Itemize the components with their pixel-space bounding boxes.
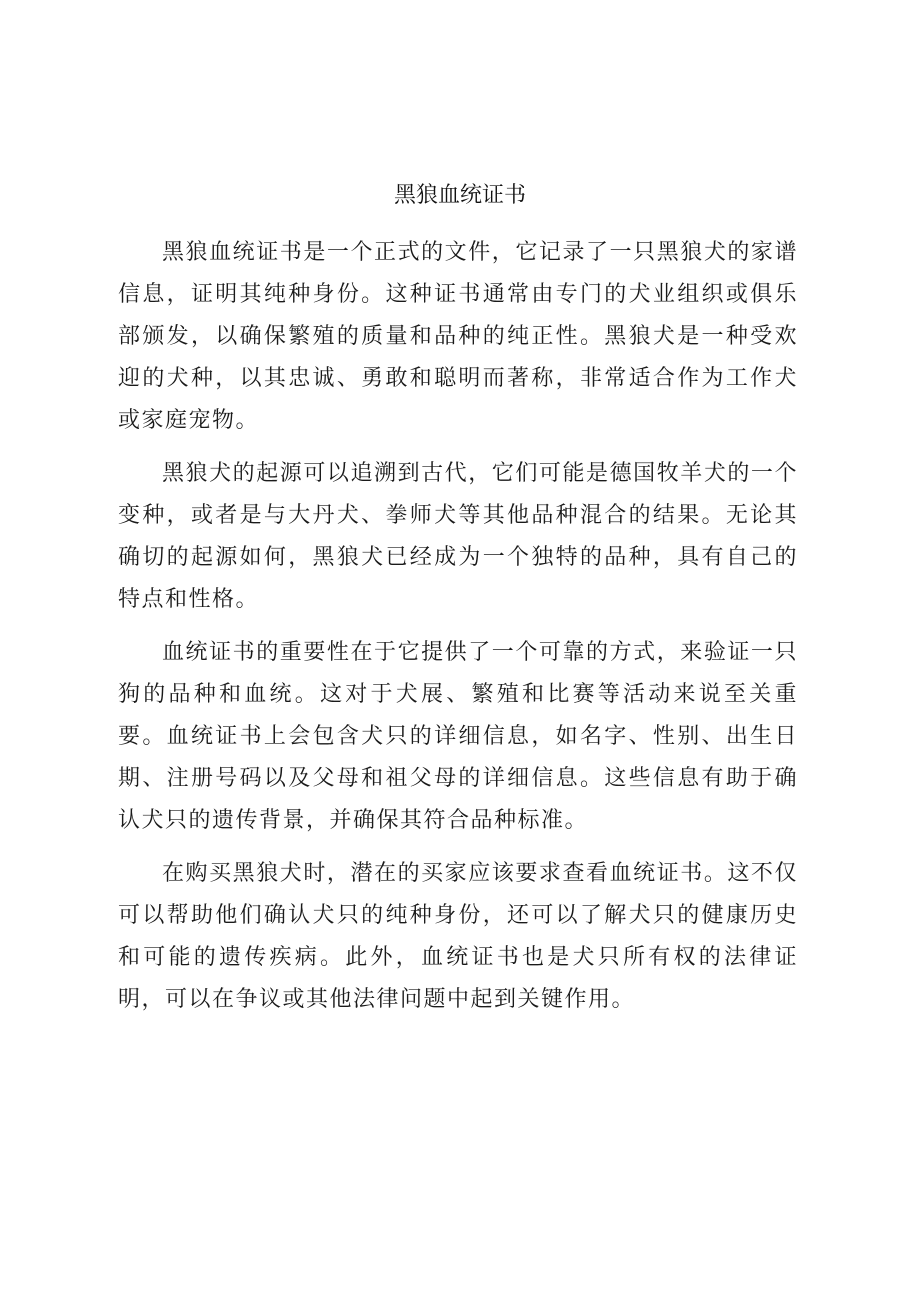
paragraph-3: 血统证书的重要性在于它提供了一个可靠的方式，来验证一只狗的品种和血统。这对于犬展、繁殖和比赛等活动来说至关重要。血统证书上会包含犬只的详细信息，如名字、性别、出生日期、注册号码以及父母和祖父母的详细信息。这些信息有助于确认犬只的遗传背景，并确保其符合品种标准。: [118, 640, 798, 833]
paragraph-1: 黑狼血统证书是一个正式的文件，它记录了一只黑狼犬的家谱信息，证明其纯种身份。这种证书通常由专门的犬业组织或俱乐部颁发，以确保繁殖的质量和品种的纯正性。黑狼犬是一种受欢迎的犬种，以其忠诚、勇敢和聪明而著称，非常适合作为工作犬或家庭宠物。: [118, 240, 798, 433]
document-body: [118, 232, 798, 1032]
document-title: 黑狼血统证书: [393, 183, 526, 208]
paragraph-2: 黑狼犬的起源可以追溯到古代，它们可能是德国牧羊犬的一个变种，或者是与大丹犬、拳师犬等其他品种混合的结果。无论其确切的起源如何，黑狼犬已经成为一个独特的品种，具有自己的特点和性格。: [118, 461, 798, 612]
paragraph-4: 在购买黑狼犬时，潜在的买家应该要求查看血统证书。这不仅可以帮助他们确认犬只的纯种身份，还可以了解犬只的健康历史和可能的遗传疾病。此外，血统证书也是犬只所有权的法律证明，可以在争议或其他法律问题中起到关键作用。: [118, 861, 798, 1012]
